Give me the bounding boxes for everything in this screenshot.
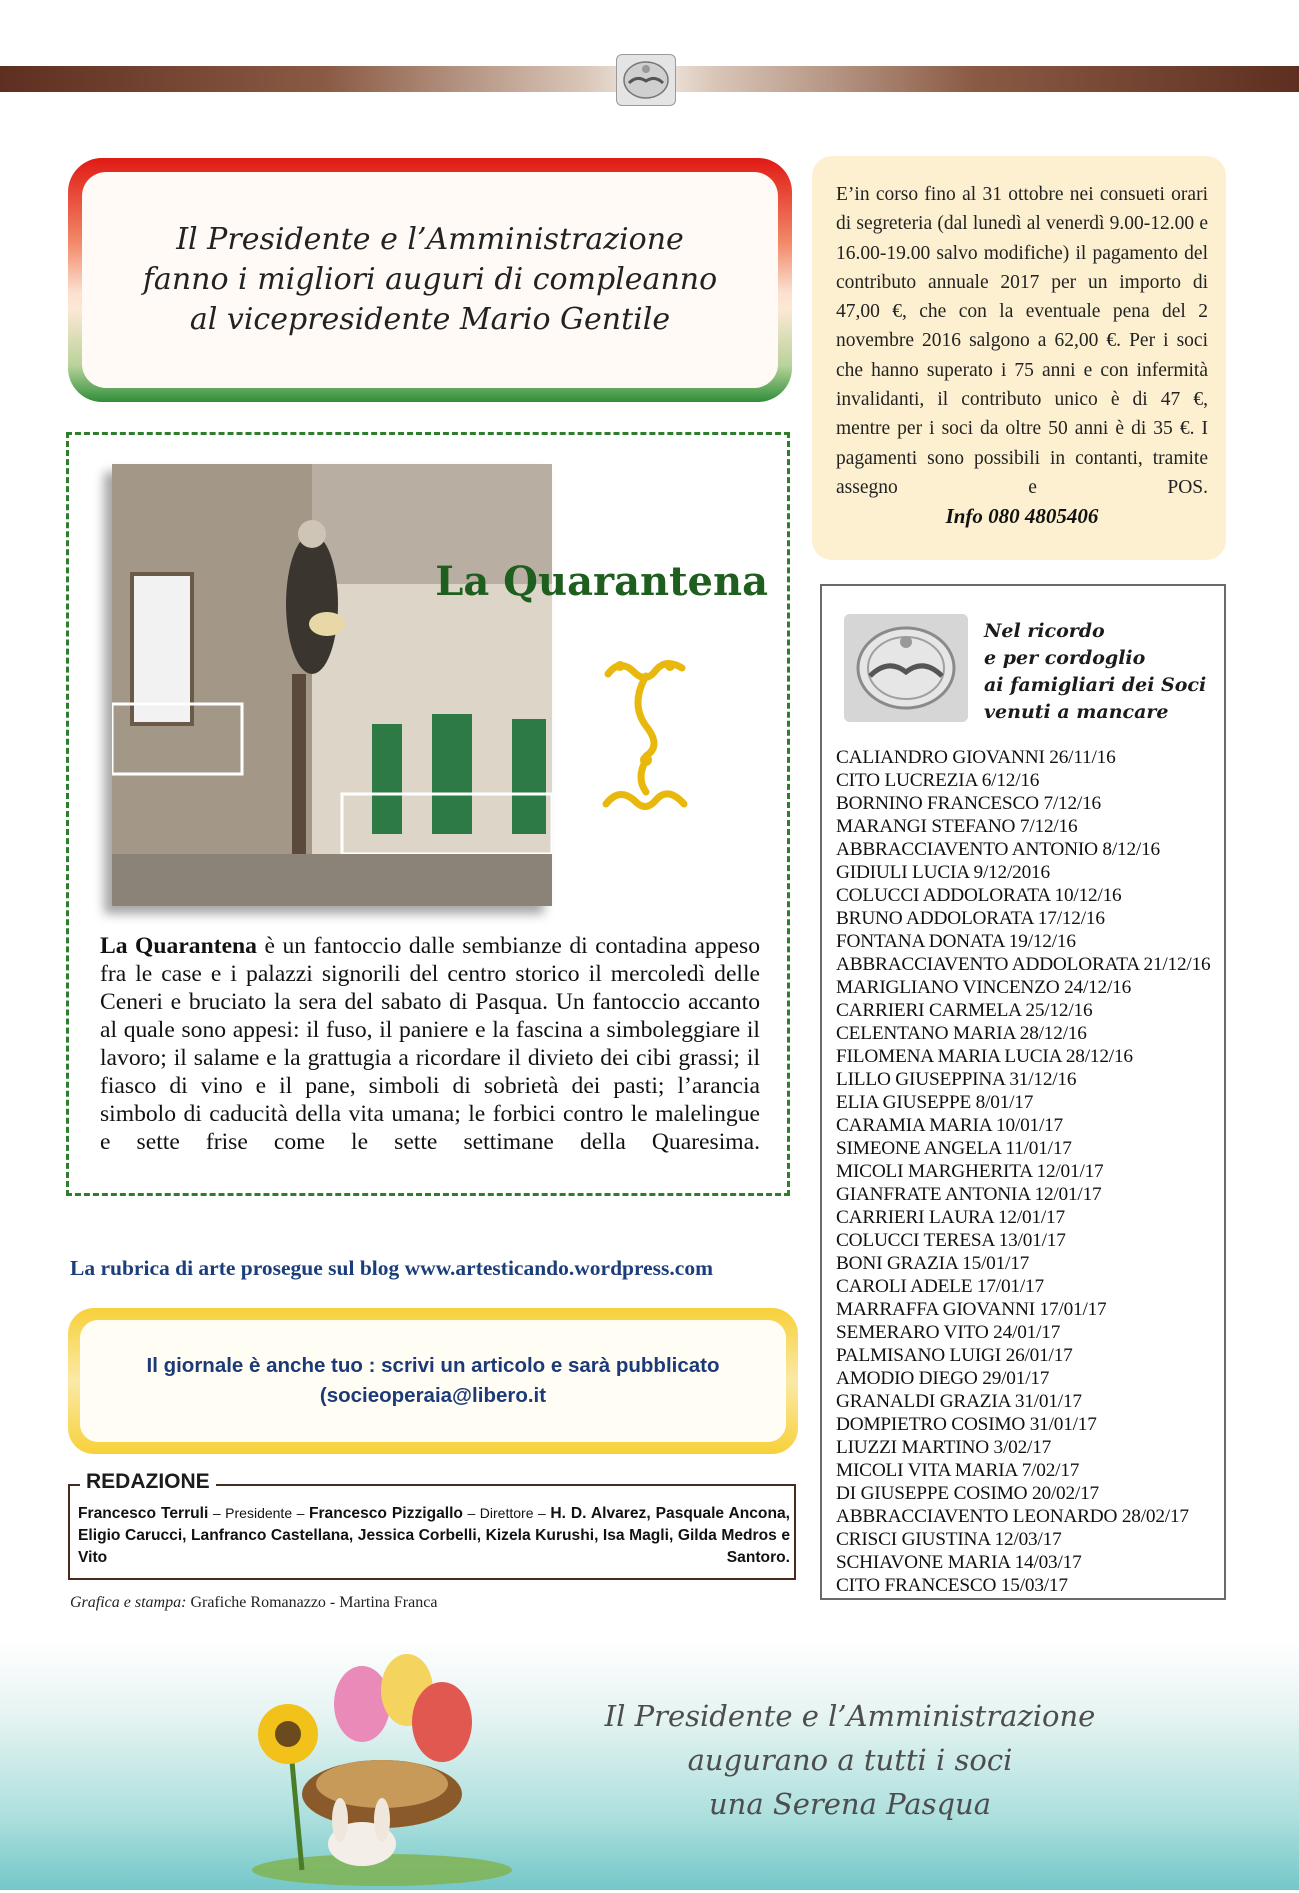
redazione-name-president: Francesco Terruli [78, 1505, 209, 1522]
payment-info-phone: Info 080 4805406 [945, 504, 1099, 529]
obituary-item: GIANFRATE ANTONIA 12/01/17 [836, 1184, 1102, 1205]
obituary-item: GIDIULI LUCIA 9/12/2016 [836, 862, 1050, 883]
obituary-item: BORNINO FRANCESCO 7/12/16 [836, 793, 1101, 814]
obituaries-caption: Nel ricordo e per cordoglio ai famigliari dei Soci venuti a mancare [984, 620, 1207, 723]
obituary-item: CELENTANO MARIA 28/12/16 [836, 1023, 1087, 1044]
easter-greeting: Il Presidente e l’Amministrazione augurano a tutti i soci una Serena Pasqua [604, 1699, 1096, 1821]
redazione-role-director: – Direttore – [462, 1505, 551, 1521]
obituary-item: PALMISANO LUIGI 26/01/17 [836, 1345, 1073, 1366]
easter-decoration-image [232, 1644, 532, 1888]
obituary-item: CAROLI ADELE 17/01/17 [836, 1276, 1044, 1297]
obituary-item: COLUCCI TERESA 13/01/17 [836, 1230, 1066, 1251]
obituary-item: LILLO GIUSEPPINA 31/12/16 [836, 1069, 1077, 1090]
obituary-item: DOMPIETRO COSIMO 31/01/17 [836, 1414, 1097, 1435]
obituary-item: FILOMENA MARIA LUCIA 28/12/16 [836, 1046, 1133, 1067]
credits-line [70, 1594, 437, 1612]
obituary-item: CITO LUCREZIA 6/12/16 [836, 770, 1040, 791]
quarantena-photo [112, 464, 552, 906]
redazione-members: H. D. Alvarez, Pasquale Ancona, Eligio Carucci, Lanfranco Castellana, Jessica Corbelli, Kizela Kurushi, Isa Magli, Gilda Medros e Vito Santoro. [78, 1505, 790, 1566]
redazione-title: REDAZIONE [80, 1470, 216, 1494]
obituary-item: ABBRACCIAVENTO ADDOLORATA 21/12/16 [836, 954, 1211, 975]
obituary-item: ABBRACCIAVENTO LEONARDO 28/02/17 [836, 1506, 1189, 1527]
handshake-emblem-icon [844, 614, 968, 722]
obituary-item: CARAMIA MARIA 10/01/17 [836, 1115, 1064, 1136]
birthday-greeting-text: Il Presidente e l’Amministrazione fanno i migliori auguri di compleanno al vicepresidente Mario Gentile [142, 222, 718, 337]
obituary-item: MARIGLIANO VINCENZO 24/12/16 [836, 977, 1132, 998]
obituary-item: COLUCCI ADDOLORATA 10/12/16 [836, 885, 1122, 906]
quarantena-body-lead: La Quarantena [100, 933, 257, 959]
obituary-item: AMODIO DIEGO 29/01/17 [836, 1368, 1050, 1389]
obituary-item: CITO FRANCESCO 15/03/17 [836, 1575, 1068, 1596]
obituary-item: FONTANA DONATA 19/12/16 [836, 931, 1076, 952]
obituary-item: SCHIAVONE MARIA 14/03/17 [836, 1552, 1082, 1573]
journal-invite-inner [80, 1320, 786, 1442]
obituary-item: MICOLI MARGHERITA 12/01/17 [836, 1161, 1104, 1182]
obituary-item: GRANALDI GRAZIA 31/01/17 [836, 1391, 1082, 1412]
obituaries-list [836, 746, 1226, 1597]
obituary-item: LIUZZI MARTINO 3/02/17 [836, 1437, 1052, 1458]
quarantena-body [100, 932, 760, 1156]
birthday-greeting-box [68, 158, 792, 402]
obituary-item: CRISCI GIUSTINA 12/03/17 [836, 1529, 1062, 1550]
journal-invite-email: (socieoperaia@libero.it [319, 1384, 547, 1407]
quarantena-title: La Quarantena [435, 558, 768, 605]
credits-value: Grafiche Romanazzo - Martina Franca [186, 1594, 438, 1611]
obituary-item: CARRIERI LAURA 12/01/17 [836, 1207, 1065, 1228]
birthday-greeting-inner [82, 172, 778, 388]
obituary-item: SEMERARO VITO 24/01/17 [836, 1322, 1061, 1343]
redazione-role-president: – Presidente – [208, 1505, 309, 1521]
obituary-item: SIMEONE ANGELA 11/01/17 [836, 1138, 1072, 1159]
payment-notice-box [812, 156, 1226, 560]
obituary-item: MARANGI STEFANO 7/12/16 [836, 816, 1078, 837]
journal-invite-line1: Il giornale è anche tuo : scrivi un articolo e sarà pubblicato [146, 1354, 720, 1377]
payment-notice-text: E’in corso fino al 31 ottobre nei consueti orari di segreteria (dal lunedì al venerdì 9.00-12.00 e 16.00-19.00 salvo modifiche) il pagamento del contributo annuale 2017 per un importo di 47,00 €, che con la eventuale pena del 2 novembre 2016 salgono a 62,00 €. Per i soci che hanno superato i 75 anni e con infermità invalidanti, il contributo unico è di 47 €, mentre per i soci da oltre 50 anni è di 35 €. I pagamenti sono possibili in contanti, tramite assegno e POS. [836, 184, 1208, 498]
ornament-icon [600, 656, 690, 818]
journal-invite-box [68, 1308, 798, 1454]
handshake-emblem-icon [616, 54, 676, 106]
obituary-item: BONI GRAZIA 15/01/17 [836, 1253, 1030, 1274]
obituary-item: ELIA GIUSEPPE 8/01/17 [836, 1092, 1034, 1113]
redazione-name-director: Francesco Pizzigallo [308, 1505, 463, 1522]
obituary-item: MICOLI VITA MARIA 7/02/17 [836, 1460, 1080, 1481]
obituary-item: CARRIERI CARMELA 25/12/16 [836, 1000, 1093, 1021]
obituary-item: MARRAFFA GIOVANNI 17/01/17 [836, 1299, 1107, 1320]
blog-line: La rubrica di arte prosegue sul blog www.artesticando.wordpress.com [70, 1256, 713, 1280]
obituary-item: CALIANDRO GIOVANNI 26/11/16 [836, 747, 1116, 768]
redazione-text [78, 1502, 790, 1569]
obituary-item: DI GIUSEPPE COSIMO 20/02/17 [836, 1483, 1099, 1504]
obituary-item: ABBRACCIAVENTO ANTONIO 8/12/16 [836, 839, 1160, 860]
credits-label: Grafica e stampa: [70, 1594, 187, 1611]
quarantena-body-text: è un fantoccio dalle sembianze di contadina appeso fra le case e i palazzi signorili del centro storico il mercoledì delle Ceneri e bruciato la sera del sabato di Pasqua. Un fantoccio accanto al quale sono appesi: il fuso, il paniere e la fascina a simboleggiare il lavoro; il salame e la grattugia a ricordare il divieto dei cibi grassi; il fiasco di vino e il pane, simboli di sobrietà dei pasti; l’arancia simbolo di caducità della vita umana; le forbici contro le malelingue e sette frise come le sette settimane della Quaresima. [100, 933, 760, 1155]
obituary-item: BRUNO ADDOLORATA 17/12/16 [836, 908, 1105, 929]
